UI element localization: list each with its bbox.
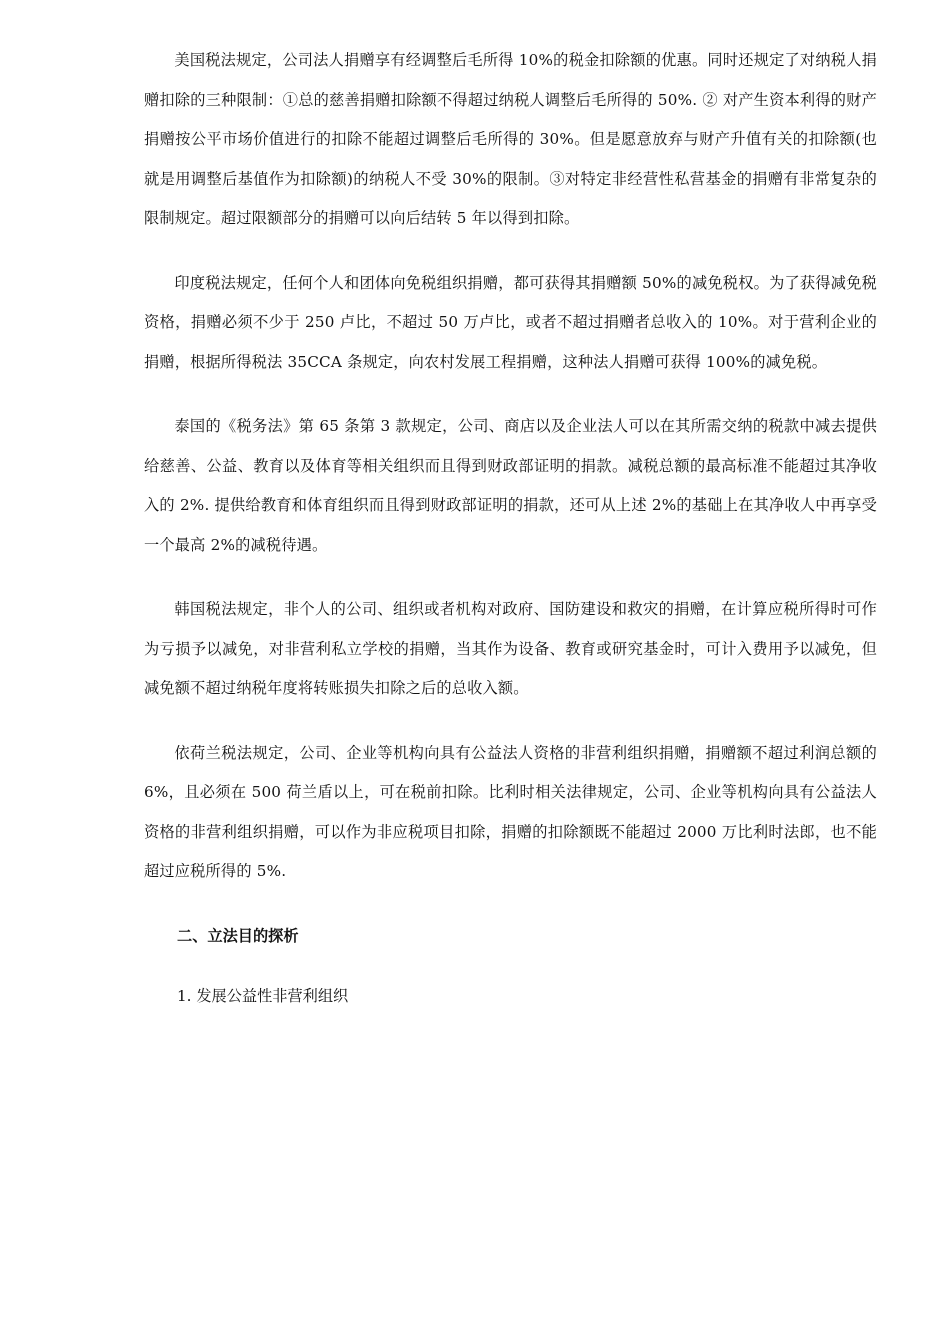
paragraph-india-tax: 印度税法规定，任何个人和团体向免税组织捐赠，都可获得其捐赠额 50%的减免税权。为了获得减免税资格，捐赠必须不少于 250 卢比，不超过 50 万卢比，或者不超过捐赠者总收入的 10%。对于营利企业的捐赠，根据所得税法 35CCA 条规定，向农村发展工程捐赠，这种法人捐赠可获得 100%的减免税。 [144, 273, 877, 371]
section-heading: 二、立法目的探析 [177, 926, 299, 945]
document-page [144, 41, 877, 1017]
paragraph-thailand-tax: 泰国的《税务法》第 65 条第 3 款规定，公司、商店以及企业法人可以在其所需交纳的税款中减去提供给慈善、公益、教育以及体育等相关组织而且得到财政部证明的捐款。减税总额的最高标准不能超过其净收入的 2%. 提供给教育和体育组织而且得到财政部证明的捐款，还可从上述 2%的基础上在其净收人中再享受一个最高 2%的减税待遇。 [144, 417, 877, 554]
paragraph-korea-tax: 韩国税法规定，非个人的公司、组织或者机构对政府、国防建设和救灾的捐赠，在计算应税所得时可作为亏损予以减免，对非营利私立学校的捐赠，当其作为设备、教育或研究基金时，可计入费用予以减免，但减免额不超过纳税年度将转账损失扣除之后的总收入额。 [144, 600, 877, 697]
paragraph-netherlands-belgium-tax: 依荷兰税法规定，公司、企业等机构向具有公益法人资格的非营利组织捐赠，捐赠额不超过利润总额的 6%，且必须在 500 荷兰盾以上，可在税前扣除。比利时相关法律规定，公司、企业等机构向具有公益法人资格的非营利组织捐赠，可以作为非应税项目扣除，捐赠的扣除额既不能超过 2000 万比利时法郎，也不能超过应税所得的 5%. [144, 743, 877, 880]
paragraph-usa-tax: 美国税法规定，公司法人捐赠享有经调整后毛所得 10%的税金扣除额的优惠。同时还规定了对纳税人捐赠扣除的三种限制：①总的慈善捐赠扣除额不得超过纳税人调整后毛所得的 50%. ② 对产生资本利得的财产捐赠按公平市场价值进行的扣除不能超过调整后毛所得的 30%。但是愿意放弃与财产升值有关的扣除额(也就是用调整后基值作为扣除额)的纳税人不受 30%的限制。③对特定非经营性私营基金的捐赠有非常复杂的限制规定。超过限额部分的捐赠可以向后结转 5 年以得到扣除。 [144, 51, 877, 227]
subsection-heading: 1. 发展公益性非营利组织 [177, 987, 349, 1005]
